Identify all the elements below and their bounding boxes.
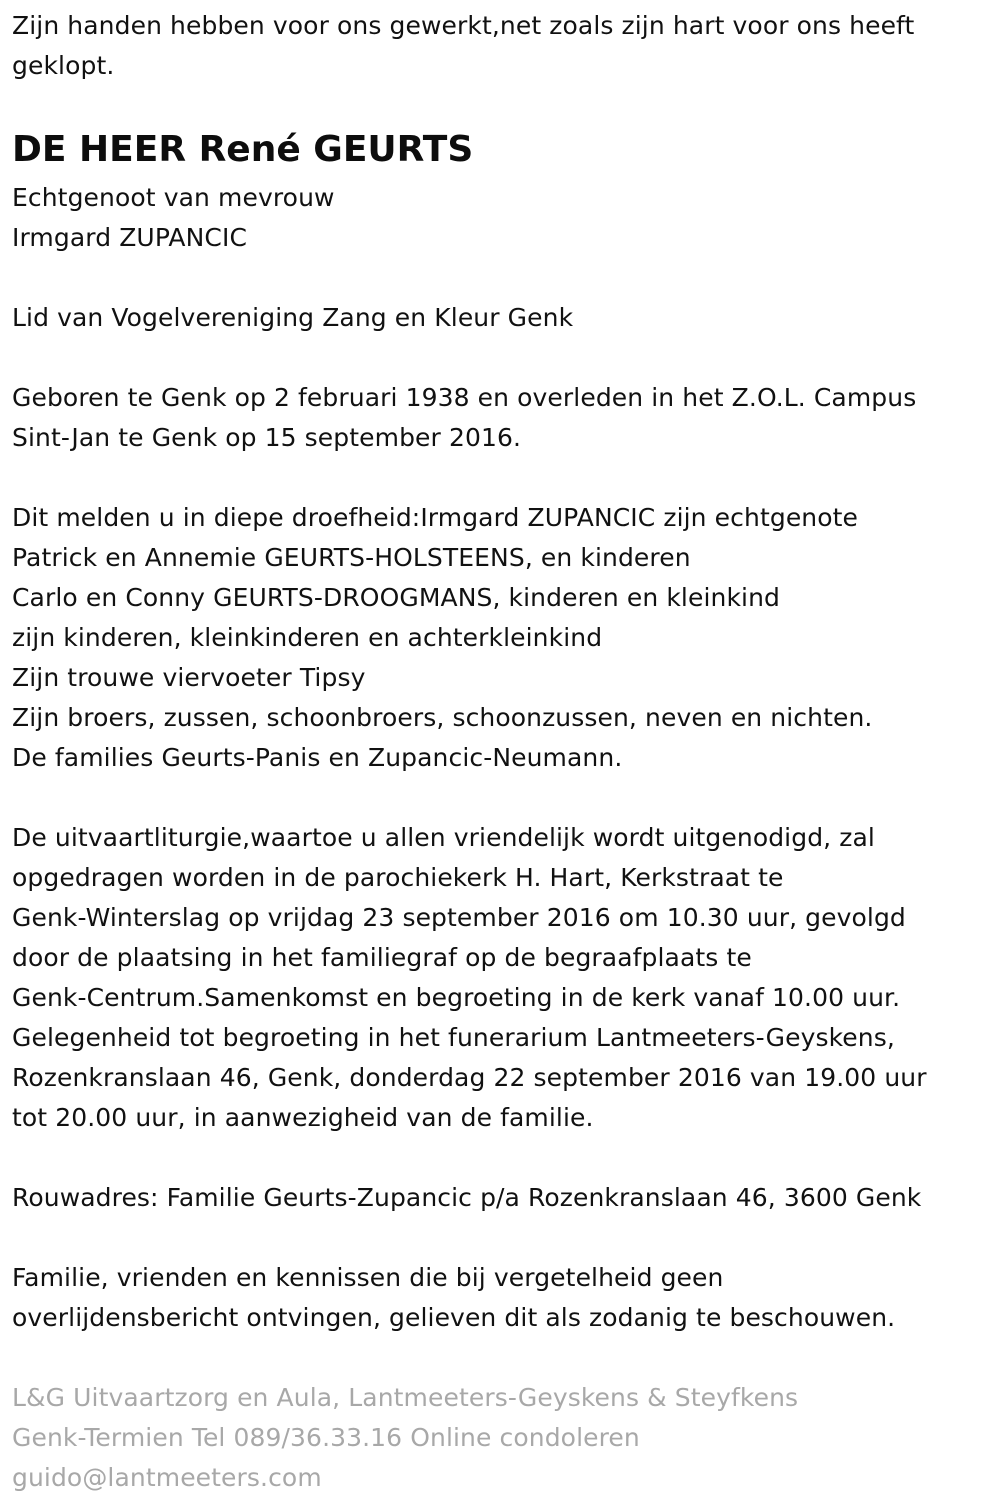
funeral-line: opgedragen worden in de parochiekerk H. Hart, Kerkstraat te	[12, 863, 784, 892]
family-line: Zijn broers, zussen, schoonbroers, schoonzussen, neven en nichten.	[12, 703, 873, 732]
motto-line: Zijn handen hebben voor ons gewerkt,net zoals zijn hart voor ons heeft	[12, 11, 915, 40]
footer-line: Genk-Termien Tel 089/36.33.16 Online condoleren	[12, 1423, 640, 1452]
deceased-block	[12, 128, 988, 258]
funeral-line: De uitvaartliturgie,waartoe u allen vriendelijk wordt uitgenodigd, zal	[12, 823, 875, 852]
footer-line: L&G Uitvaartzorg en Aula, Lantmeeters-Geyskens & Steyfkens	[12, 1383, 799, 1412]
notice-line: overlijdensbericht ontvingen, gelieven dit als zodanig te beschouwen.	[12, 1303, 896, 1332]
family-line: Patrick en Annemie GEURTS-HOLSTEENS, en kinderen	[12, 543, 691, 572]
footer-email: guido@lantmeeters.com	[12, 1463, 322, 1492]
funeral-line: door de plaatsing in het familiegraf op de begraafplaats te	[12, 943, 752, 972]
family-line: Carlo en Conny GEURTS-DROOGMANS, kinderen en kleinkind	[12, 583, 780, 612]
birth-death-line: Sint-Jan te Genk op 15 september 2016.	[12, 423, 522, 452]
notice-line: Familie, vrienden en kennissen die bij vergetelheid geen	[12, 1263, 724, 1292]
funeral-home-footer	[12, 1378, 988, 1498]
funeral-line: Rozenkranslaan 46, Genk, donderdag 22 september 2016 van 19.00 uur	[12, 1063, 927, 1092]
membership-line: Lid van Vogelvereniging Zang en Kleur Genk	[12, 303, 574, 332]
family-announcement-block	[12, 498, 988, 778]
funeral-details-block	[12, 818, 988, 1138]
family-line: Dit melden u in diepe droefheid:Irmgard ZUPANCIC zijn echtgenote	[12, 503, 859, 532]
funeral-line: Genk-Winterslag op vrijdag 23 september 2016 om 10.30 uur, gevolgd	[12, 903, 906, 932]
funeral-line: tot 20.00 uur, in aanwezigheid van de familie.	[12, 1103, 594, 1132]
birth-death-line: Geboren te Genk op 2 februari 1938 en overleden in het Z.O.L. Campus	[12, 383, 917, 412]
funeral-line: Genk-Centrum.Samenkomst en begroeting in de kerk vanaf 10.00 uur.	[12, 983, 901, 1012]
family-line: De families Geurts-Panis en Zupancic-Neumann.	[12, 743, 623, 772]
birth-death-block	[12, 378, 988, 458]
family-line: zijn kinderen, kleinkinderen en achterkleinkind	[12, 623, 603, 652]
motto-block	[12, 6, 988, 86]
motto-line: geklopt.	[12, 51, 115, 80]
spouse-line: Irmgard ZUPANCIC	[12, 223, 247, 252]
deceased-name: DE HEER René GEURTS	[12, 129, 474, 170]
spouse-line: Echtgenoot van mevrouw	[12, 183, 335, 212]
notice-block	[12, 1258, 988, 1338]
mourning-address: Rouwadres: Familie Geurts-Zupancic p/a Rozenkranslaan 46, 3600 Genk	[12, 1183, 922, 1212]
family-line: Zijn trouwe viervoeter Tipsy	[12, 663, 366, 692]
funeral-line: Gelegenheid tot begroeting in het funerarium Lantmeeters-Geyskens,	[12, 1023, 895, 1052]
